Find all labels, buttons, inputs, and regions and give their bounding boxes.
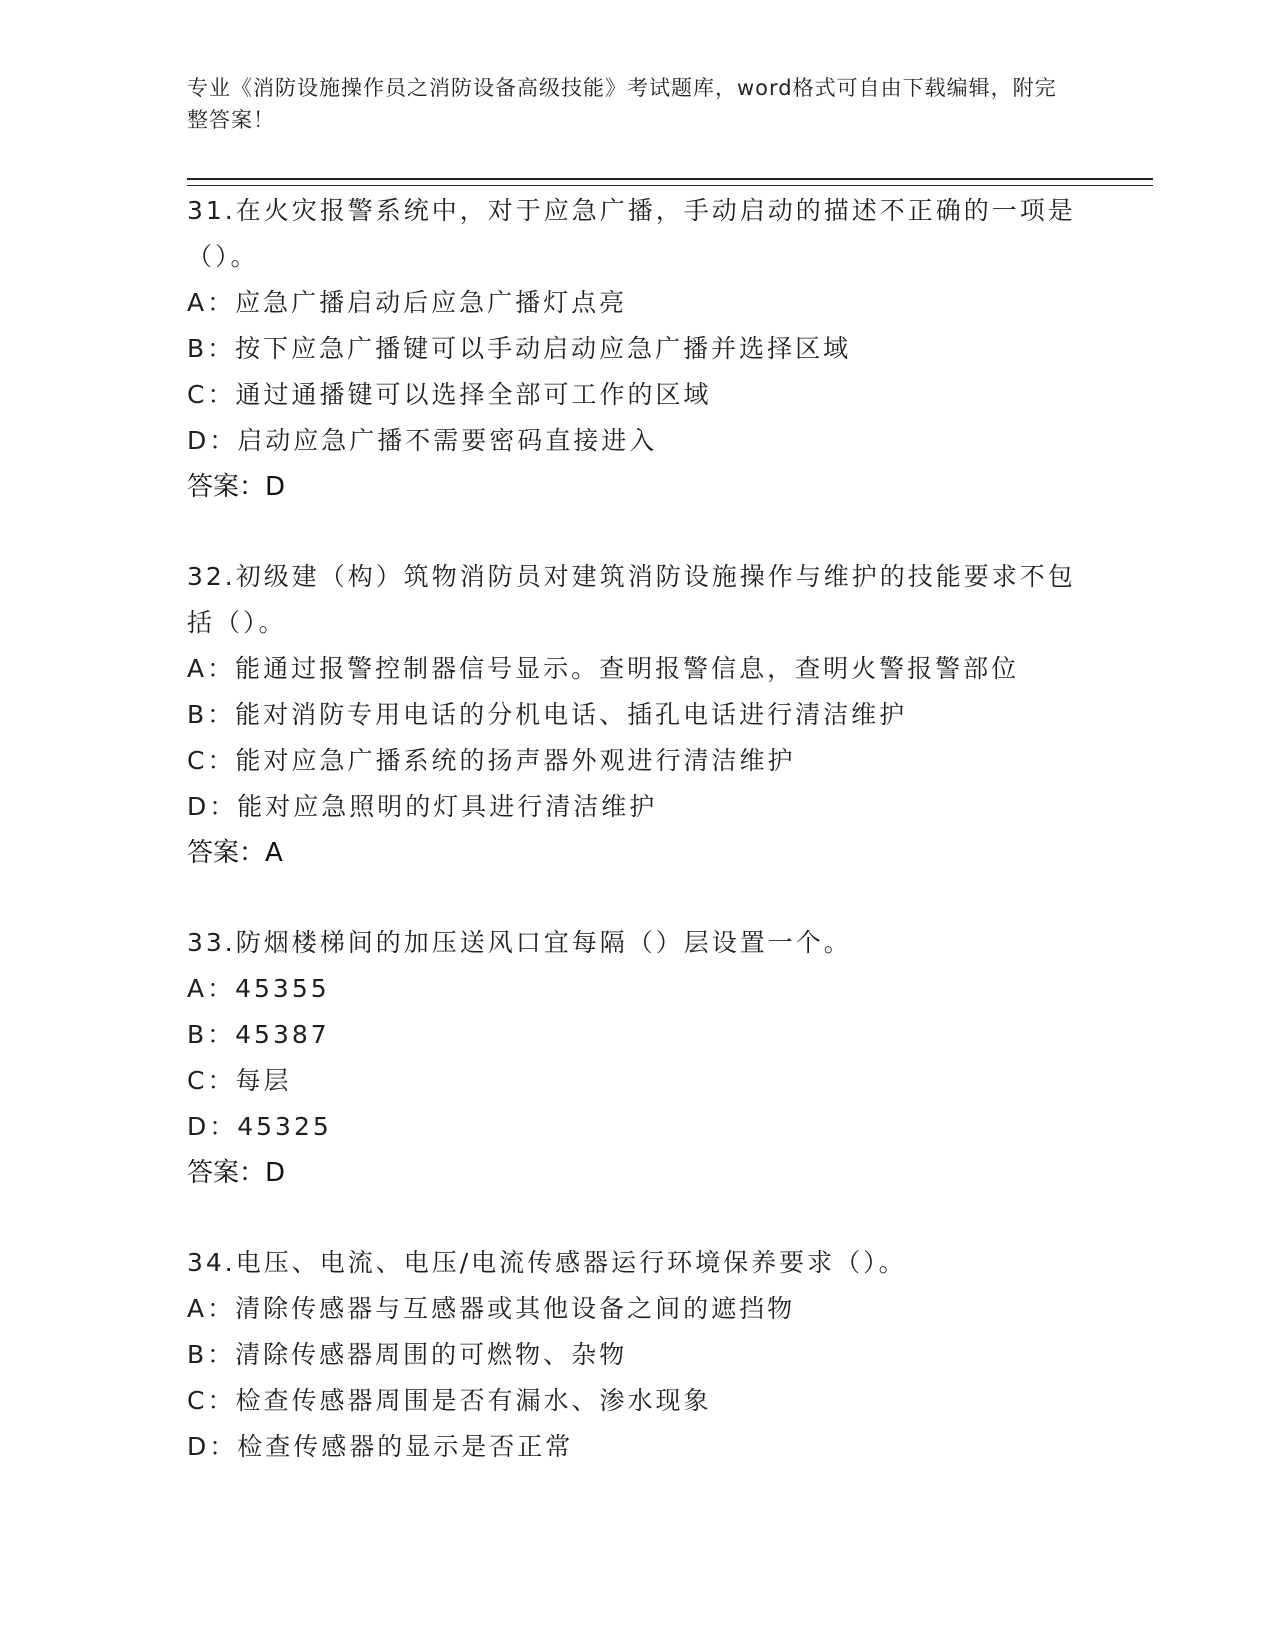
option-c: C：通过通播键可以选择全部可工作的区域 xyxy=(187,380,712,409)
option-c: C：能对应急广播系统的扬声器外观进行清洁维护 xyxy=(187,746,796,775)
option-b: B：清除传感器周围的可燃物、杂物 xyxy=(187,1340,628,1369)
answer-label: 答案： xyxy=(187,838,266,868)
option-d: D：启动应急广播不需要密码直接进入 xyxy=(187,426,658,455)
answer-label: 答案： xyxy=(187,472,266,502)
option-d: D：检查传感器的显示是否正常 xyxy=(187,1432,574,1461)
option-c: C：检查传感器周围是否有漏水、渗水现象 xyxy=(187,1386,712,1415)
answer-value: D xyxy=(265,472,286,502)
answer-value: D xyxy=(265,1158,286,1188)
option-b: B：能对消防专用电话的分机电话、插孔电话进行清洁维护 xyxy=(187,700,908,729)
option-a: A：清除传感器与互感器或其他设备之间的遮挡物 xyxy=(187,1294,796,1323)
question-text: 34.电压、电流、电压/电流传感器运行环境保养要求（）。 xyxy=(187,1248,907,1277)
option-b: B：45387 xyxy=(187,1020,330,1049)
question-text: 33.防烟楼梯间的加压送风口宜每隔（）层设置一个。 xyxy=(187,928,852,957)
document-header: 专业《消防设施操作员之消防设备高级技能》考试题库，word格式可自由下载编辑，附完整答案！ xyxy=(187,76,1057,132)
answer-value: A xyxy=(265,838,283,868)
option-a: A：应急广播启动后应急广播灯点亮 xyxy=(187,288,628,317)
question-31 xyxy=(187,188,1087,510)
option-b: B：按下应急广播键可以手动启动应急广播并选择区域 xyxy=(187,334,852,363)
answer-line xyxy=(187,1150,1087,1196)
answer-line xyxy=(187,830,1087,876)
option-c: C：每层 xyxy=(187,1066,292,1095)
question-list xyxy=(187,188,1087,1470)
question-text: 32.初级建（构）筑物消防员对建筑消防设施操作与维护的技能要求不包括（）。 xyxy=(187,562,1076,637)
option-d: D：45325 xyxy=(187,1112,332,1141)
question-text: 31.在火灾报警系统中，对于应急广播，手动启动的描述不正确的一项是（）。 xyxy=(187,196,1076,271)
question-34 xyxy=(187,1240,1087,1470)
option-d: D：能对应急照明的灯具进行清洁维护 xyxy=(187,792,658,821)
question-33 xyxy=(187,920,1087,1196)
question-32 xyxy=(187,554,1087,876)
option-a: A：能通过报警控制器信号显示。查明报警信息，查明火警报警部位 xyxy=(187,654,1020,683)
answer-line xyxy=(187,464,1087,510)
option-a: A：45355 xyxy=(187,974,330,1003)
header-divider xyxy=(187,178,1153,186)
answer-label: 答案： xyxy=(187,1158,266,1188)
